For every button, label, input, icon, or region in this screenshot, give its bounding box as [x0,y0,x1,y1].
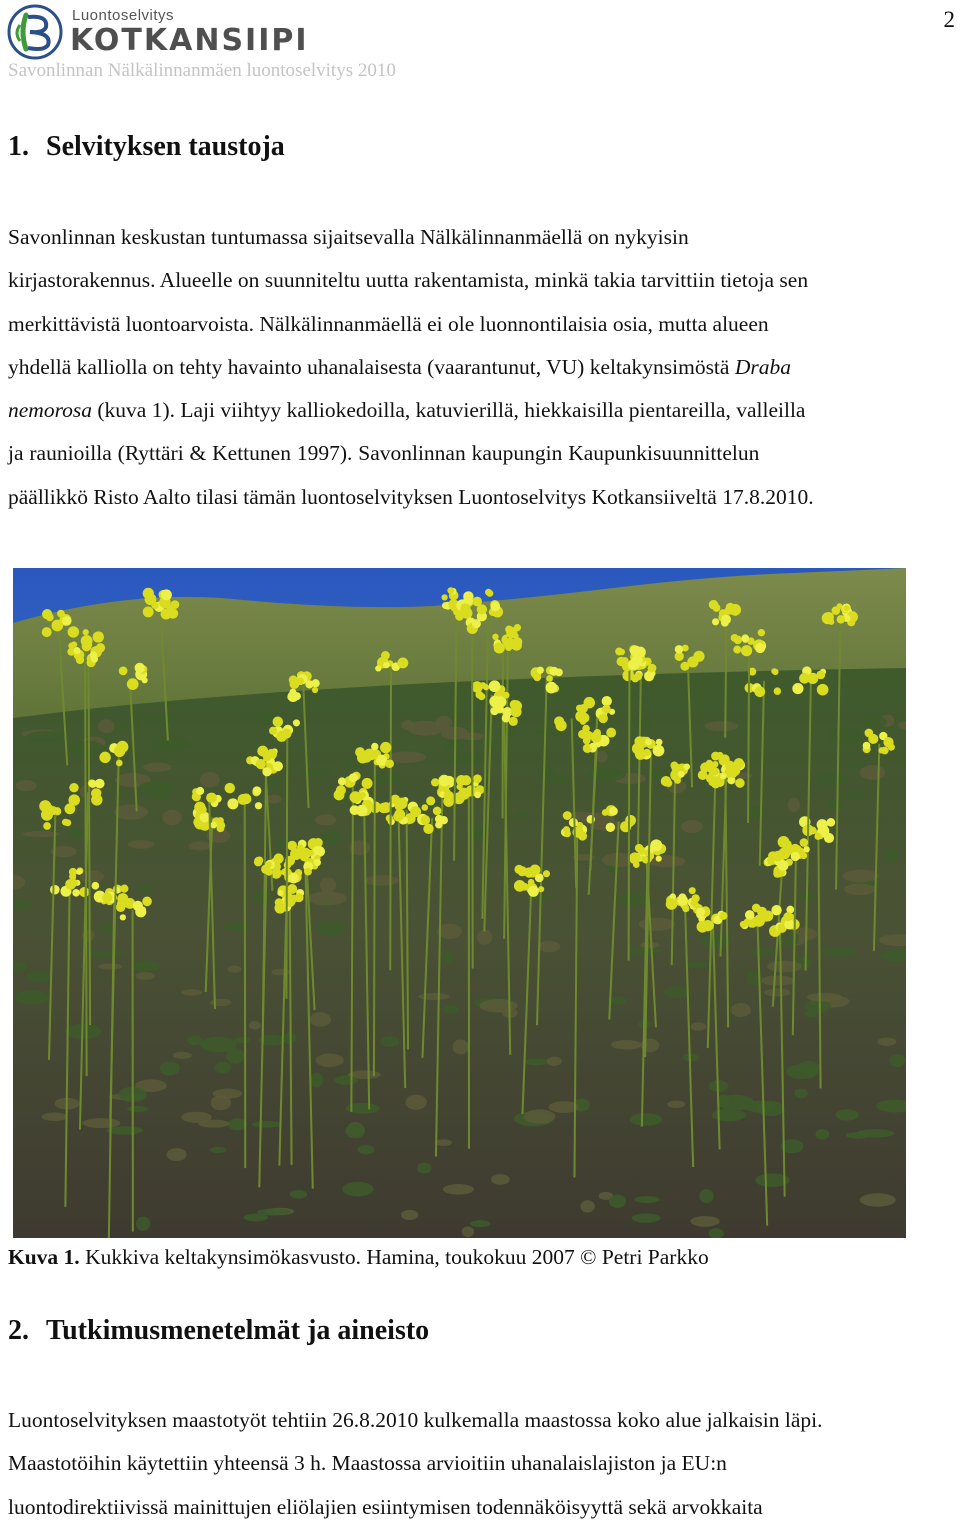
species-epithet: nemorosa [8,398,92,422]
kotkansiipi-logo [6,3,306,61]
section-1-number: 1. [8,131,46,163]
section-2-heading [8,1315,429,1347]
paragraph-line-text: yhdellä kalliolla on tehty havainto uhanalaisesta (vaarantunut, VU) keltakynsimöstä [8,355,735,379]
logo-small-text: Luontoselvitys [72,7,174,24]
figure-caption [8,1245,709,1270]
species-genus: Draba [735,355,791,379]
photo-illustration [13,568,906,1238]
logo-big-text: KOTKANSIIPI [70,23,309,58]
paragraph-line: luontodirektiivissä mainittujen eliölajien esiintymisen todennäköisyyttä sekä arvokkaita [8,1486,953,1529]
paragraph-line: Savonlinnan keskustan tuntumassa sijaitsevalla Nälkälinnanmäellä on nykyisin [8,216,953,259]
paragraph-line-text: (kuva 1). Laji viihtyy kalliokedoilla, katuvierillä, hiekkaisilla pientareilla, valleilla [97,398,805,422]
paragraph-line: Luontoselvityksen maastotyöt tehtiin 26.8.2010 kulkemalla maastossa koko alue jalkaisin läpi. [8,1399,953,1442]
paragraph-line [8,389,953,432]
paragraph-line [8,346,953,389]
page-number: 2 [944,7,956,33]
caption-text: Kukkiva keltakynsimökasvusto. Hamina, toukokuu 2007 © Petri Parkko [85,1245,709,1269]
paragraph-line: ja raunioilla (Ryttäri & Kettunen 1997). Savonlinnan kaupungin Kaupunkisuunnittelun [8,432,953,475]
paragraph-line: päällikkö Risto Aalto tilasi tämän luontoselvityksen Luontoselvitys Kotkansiiveltä 17.8.2010. [8,476,953,519]
running-header: Savonlinnan Nälkälinnanmäen luontoselvitys 2010 [8,60,396,82]
logo-mark-icon [6,3,64,61]
flower-photo [13,568,906,1238]
paragraph-line: merkittävistä luontoarvoista. Nälkälinnanmäellä ei ole luonnontilaisia osia, mutta alueen [8,303,953,346]
section-2-number: 2. [8,1315,46,1347]
section-1-paragraph [8,216,953,519]
caption-label: Kuva 1. [8,1245,80,1269]
section-1-title: Selvityksen taustoja [46,131,285,162]
section-1-heading [8,131,285,163]
paragraph-line: kirjastorakennus. Alueelle on suunniteltu uutta rakentamista, minkä takia tarvittiin tietoja sen [8,259,953,302]
section-2-paragraph [8,1399,953,1529]
section-2-title: Tutkimusmenetelmät ja aineisto [46,1315,429,1346]
paragraph-line: Maastotöihin käytettiin yhteensä 3 h. Maastossa arvioitiin uhanalaislajiston ja EU:n [8,1442,953,1485]
